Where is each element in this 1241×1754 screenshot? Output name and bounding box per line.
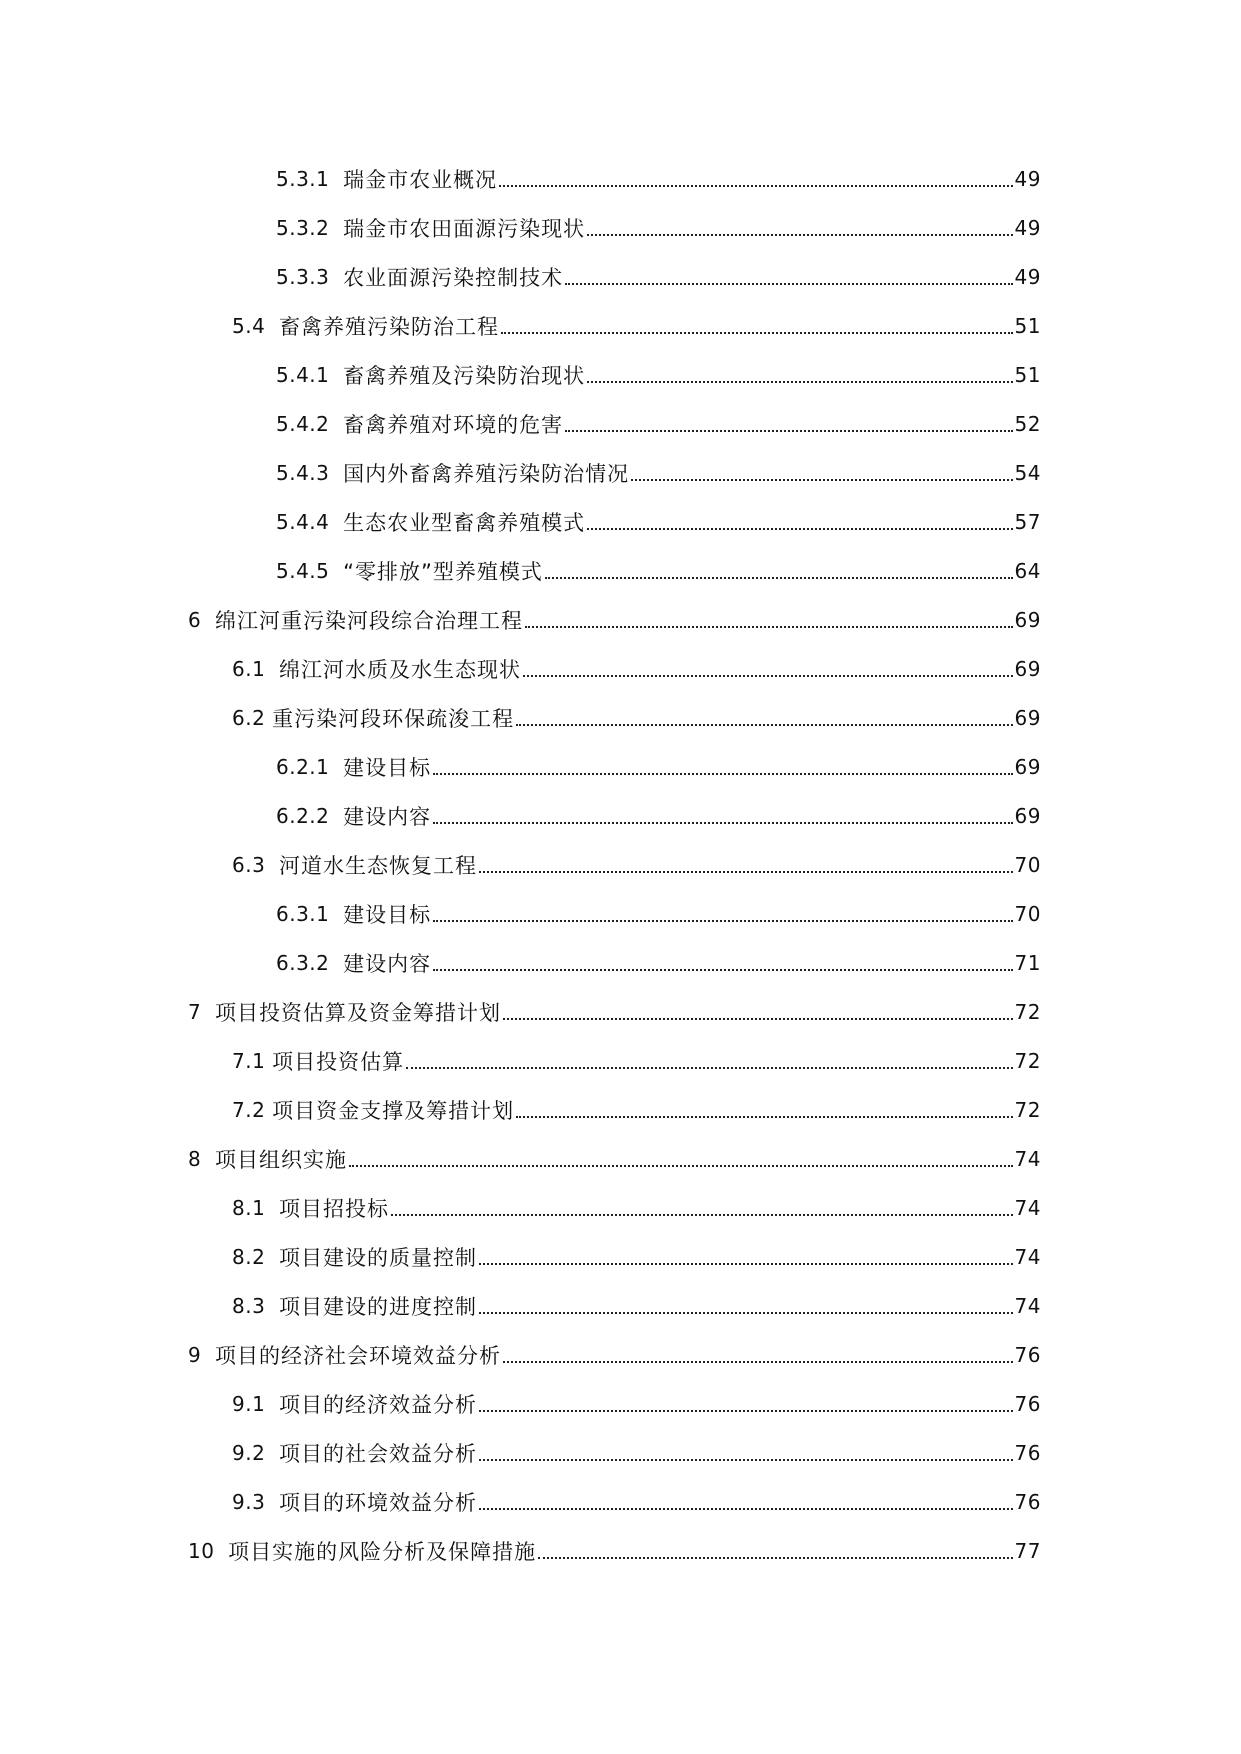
dot-leader (391, 1213, 1013, 1216)
toc-entry-page: 49 (1014, 166, 1041, 191)
toc-entry-title: 生态农业型畜禽养殖模式 (343, 510, 586, 535)
dot-leader (433, 821, 1012, 824)
dot-leader (349, 1164, 1013, 1167)
toc-entry-title: 建设内容 (343, 951, 432, 976)
toc-entry-page: 77 (1014, 1538, 1041, 1563)
toc-entry-number: 9.3 (232, 1489, 266, 1514)
toc-entry-number: 7 (188, 999, 202, 1024)
dot-leader (479, 1458, 1013, 1461)
dot-leader (406, 1066, 1012, 1069)
toc-entry-6-2-1[interactable] (0, 742, 1241, 791)
toc-entry-title: 河道水生态恢复工程 (279, 853, 478, 878)
toc-entry-number: 5.3.1 (276, 166, 330, 191)
toc-entry-page: 76 (1014, 1391, 1041, 1416)
dot-leader (525, 625, 1013, 628)
toc-entry-page: 72 (1014, 999, 1041, 1024)
toc-entry-5-3-1[interactable] (0, 154, 1241, 203)
toc-entry-number: 6.3.1 (276, 901, 330, 926)
toc-entry-number: 6.3.2 (276, 950, 330, 975)
toc-entry-8[interactable] (0, 1134, 1241, 1183)
toc-entry-title: 项目的社会效益分析 (279, 1441, 478, 1466)
toc-entry-9-2[interactable] (0, 1428, 1241, 1477)
toc-entry-page: 76 (1014, 1440, 1041, 1465)
dot-leader (433, 772, 1012, 775)
dot-leader (433, 919, 1012, 922)
toc-entry-title: 瑞金市农田面源污染现状 (343, 216, 586, 241)
toc-entry-title: 项目投资估算及资金筹措计划 (214, 1000, 501, 1025)
dot-leader (565, 282, 1012, 285)
toc-entry-5-3-2[interactable] (0, 203, 1241, 252)
toc-entry-5-4-2[interactable] (0, 399, 1241, 448)
toc-entry-page: 72 (1014, 1048, 1041, 1073)
toc-entry-page: 54 (1014, 460, 1041, 485)
dot-leader (503, 1017, 1013, 1020)
toc-entry-number: 9.2 (232, 1440, 266, 1465)
toc-entry-number: 6.1 (232, 656, 266, 681)
toc-entry-title: 项目招投标 (279, 1196, 390, 1221)
toc-entry-10[interactable] (0, 1526, 1241, 1575)
toc-entry-page: 72 (1014, 1097, 1041, 1122)
toc-entry-number: 7.2 (232, 1097, 266, 1122)
dot-leader (523, 674, 1013, 677)
toc-entry-page: 70 (1014, 852, 1041, 877)
toc-entry-page: 49 (1014, 215, 1041, 240)
toc-entry-number: 6.2 (232, 705, 266, 730)
toc-entry-number: 6.2.2 (276, 803, 330, 828)
toc-entry-number: 5.3.2 (276, 215, 330, 240)
toc-entry-6[interactable] (0, 595, 1241, 644)
toc-entry-number: 8.1 (232, 1195, 266, 1220)
toc-entry-number: 8 (188, 1146, 202, 1171)
toc-entry-9-1[interactable] (0, 1379, 1241, 1428)
toc-entry-number: 6.3 (232, 852, 266, 877)
toc-entry-number: 5.4.4 (276, 509, 330, 534)
dot-leader (516, 723, 1012, 726)
toc-entry-page: 71 (1014, 950, 1041, 975)
toc-entry-page: 49 (1014, 264, 1041, 289)
dot-leader (587, 380, 1012, 383)
toc-entry-5-4-1[interactable] (0, 350, 1241, 399)
toc-entry-8-2[interactable] (0, 1232, 1241, 1281)
toc-entry-title: 农业面源污染控制技术 (343, 265, 564, 290)
dot-leader (545, 576, 1013, 579)
toc-entry-number: 7.1 (232, 1048, 266, 1073)
toc-entry-title: 项目的经济社会环境效益分析 (214, 1343, 501, 1368)
dot-leader (479, 1409, 1013, 1412)
toc-entry-number: 5.4 (232, 313, 266, 338)
toc-entry-title: 瑞金市农业概况 (343, 167, 498, 192)
toc-entry-title: 畜禽养殖对环境的危害 (343, 412, 564, 437)
dot-leader (433, 968, 1012, 971)
toc-entry-5-4[interactable] (0, 301, 1241, 350)
toc-entry-number: 6 (188, 607, 202, 632)
toc-entry-number: 8.3 (232, 1293, 266, 1318)
toc-entry-title: 建设目标 (343, 755, 432, 780)
dot-leader (501, 331, 1013, 334)
dot-leader (587, 527, 1012, 530)
dot-leader (516, 1115, 1012, 1118)
toc-entry-page: 76 (1014, 1342, 1041, 1367)
toc-entry-6-3[interactable] (0, 840, 1241, 889)
toc-entry-page: 74 (1014, 1195, 1041, 1220)
toc-entry-9-3[interactable] (0, 1477, 1241, 1526)
toc-entry-7[interactable] (0, 987, 1241, 1036)
toc-entry-number: 5.4.2 (276, 411, 330, 436)
toc-entry-7-2[interactable] (0, 1085, 1241, 1134)
toc-entry-6-2[interactable] (0, 693, 1241, 742)
toc-entry-7-1[interactable] (0, 1036, 1241, 1085)
dot-leader (565, 429, 1012, 432)
toc-entry-title: 项目组织实施 (214, 1147, 347, 1172)
toc-entry-title: 项目投资估算 (272, 1049, 405, 1074)
dot-leader (479, 1262, 1013, 1265)
toc-entry-5-4-4[interactable] (0, 497, 1241, 546)
dot-leader (503, 1360, 1013, 1363)
toc-entry-8-1[interactable] (0, 1183, 1241, 1232)
toc-entry-title: 畜禽养殖污染防治工程 (279, 314, 500, 339)
toc-entry-page: 69 (1014, 705, 1041, 730)
toc-entry-6-3-1[interactable] (0, 889, 1241, 938)
toc-entry-title: 绵江河水质及水生态现状 (279, 657, 522, 682)
toc-entry-6-3-2[interactable] (0, 938, 1241, 987)
toc-entry-number: 5.4.5 (276, 558, 330, 583)
dot-leader (538, 1556, 1012, 1559)
toc-entry-6-2-2[interactable] (0, 791, 1241, 840)
toc-entry-page: 74 (1014, 1244, 1041, 1269)
toc-entry-title: “零排放”型养殖模式 (343, 559, 543, 584)
toc-entry-title: 项目实施的风险分析及保障措施 (228, 1539, 537, 1564)
toc-entry-page: 69 (1014, 803, 1041, 828)
dot-leader (479, 870, 1013, 873)
toc-entry-page: 69 (1014, 607, 1041, 632)
toc-entry-number: 9.1 (232, 1391, 266, 1416)
toc-entry-5-3-3[interactable] (0, 252, 1241, 301)
toc-entry-number: 9 (188, 1342, 202, 1367)
toc-entry-title: 建设内容 (343, 804, 432, 829)
dot-leader (479, 1507, 1013, 1510)
toc-entry-page: 57 (1014, 509, 1041, 534)
dot-leader (479, 1311, 1013, 1314)
toc-entry-number: 10 (188, 1538, 215, 1563)
toc-entry-page: 70 (1014, 901, 1041, 926)
toc-entry-number: 8.2 (232, 1244, 266, 1269)
toc-entry-page: 69 (1014, 754, 1041, 779)
toc-entry-9[interactable] (0, 1330, 1241, 1379)
toc-entry-number: 5.3.3 (276, 264, 330, 289)
toc-entry-title: 项目资金支撑及筹措计划 (272, 1098, 515, 1123)
toc-entry-number: 5.4.1 (276, 362, 330, 387)
toc-entry-title: 国内外畜禽养殖污染防治情况 (343, 461, 630, 486)
toc-entry-title: 畜禽养殖及污染防治现状 (343, 363, 586, 388)
toc-entry-5-4-5[interactable] (0, 546, 1241, 595)
toc-entry-page: 74 (1014, 1146, 1041, 1171)
toc-entry-page: 51 (1014, 362, 1041, 387)
toc-entry-title: 项目的经济效益分析 (279, 1392, 478, 1417)
toc-entry-page: 76 (1014, 1489, 1041, 1514)
toc-entry-title: 重污染河段环保疏浚工程 (272, 706, 515, 731)
dot-leader (499, 184, 1012, 187)
toc-entry-title: 项目的环境效益分析 (279, 1490, 478, 1515)
toc-entry-title: 项目建设的进度控制 (279, 1294, 478, 1319)
toc-entry-number: 5.4.3 (276, 460, 330, 485)
toc-entry-number: 6.2.1 (276, 754, 330, 779)
table-of-contents (0, 154, 1241, 1575)
toc-entry-6-1[interactable] (0, 644, 1241, 693)
toc-entry-5-4-3[interactable] (0, 448, 1241, 497)
toc-entry-title: 项目建设的质量控制 (279, 1245, 478, 1270)
toc-entry-page: 52 (1014, 411, 1041, 436)
dot-leader (631, 478, 1012, 481)
toc-entry-page: 64 (1014, 558, 1041, 583)
toc-entry-8-3[interactable] (0, 1281, 1241, 1330)
toc-entry-page: 51 (1014, 313, 1041, 338)
toc-entry-title: 绵江河重污染河段综合治理工程 (214, 608, 523, 633)
dot-leader (587, 233, 1012, 236)
toc-entry-title: 建设目标 (343, 902, 432, 927)
toc-entry-page: 69 (1014, 656, 1041, 681)
toc-entry-page: 74 (1014, 1293, 1041, 1318)
